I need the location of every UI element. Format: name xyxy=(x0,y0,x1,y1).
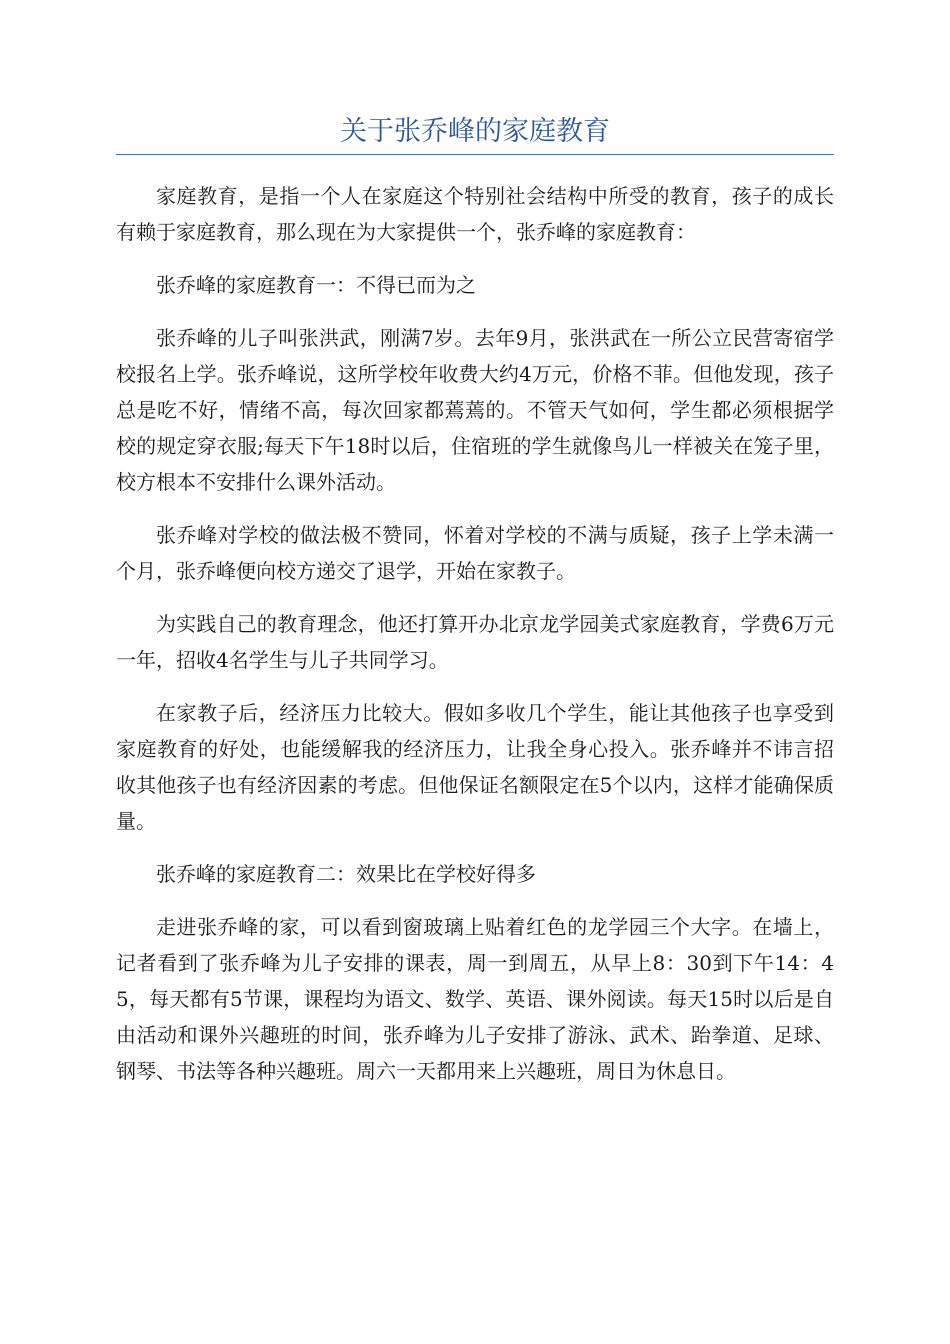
paragraph-withdrawal: 张乔峰对学校的做法极不赞同，怀着对学校的不满与质疑，孩子上学未满一个月，张乔峰便向校方递交了退学，开始在家教子。 xyxy=(116,523,834,583)
document-title: 关于张乔峰的家庭教育 xyxy=(340,116,610,147)
paragraph-schedule: 走进张乔峰的家，可以看到窗玻璃上贴着红色的龙学园三个大字。在墙上，记者看到了张乔峰为儿子安排的课表，周一到周五，从早上8：30到下午14：45，每天都有5节课，课程均为语文、数学、英语、课外阅读。每天15时以后是自由活动和课外兴趣班的时间，张乔峰为儿子安排了游泳、武术、跆拳道、足球、钢琴、书法等各种兴趣班。周六一天都用来上兴趣班，周日为休息日。 xyxy=(116,915,834,1083)
paragraph-son-school: 张乔峰的儿子叫张洪武，刚满7岁。去年9月，张洪武在一所公立民营寄宿学校报名上学。张乔峰说，这所学校年收费大约4万元，价格不菲。但他发现，孩子总是吃不好，情绪不高，每次回家都蔫蔫的。不管天气如何，学生都必须根据学校的规定穿衣服;每天下午18时以后，住宿班的学生就像鸟儿一样被关在笼子里，校方根本不安排什么课外活动。 xyxy=(116,326,834,494)
section-heading-one: 张乔峰的家庭教育一：不得已而为之 xyxy=(156,273,476,297)
paragraph-school-plan: 为实践自己的教育理念，他还打算开办北京龙学园美式家庭教育，学费6万元一年，招收4名学生与儿子共同学习。 xyxy=(116,612,834,672)
section-heading-two: 张乔峰的家庭教育二：效果比在学校好得多 xyxy=(156,862,536,886)
document-body xyxy=(116,178,834,1106)
paragraph-intro: 家庭教育，是指一个人在家庭这个特别社会结构中所受的教育，孩子的成长有赖于家庭教育，那么现在为大家提供一个，张乔峰的家庭教育： xyxy=(116,184,834,244)
title-underline xyxy=(116,154,834,155)
paragraph-economic-pressure: 在家教子后，经济压力比较大。假如多收几个学生，能让其他孩子也享受到家庭教育的好处，也能缓解我的经济压力，让我全身心投入。张乔峰并不讳言招收其他孩子也有经济因素的考虑。但他保证名额限定在5个以内，这样才能确保质量。 xyxy=(116,701,834,833)
